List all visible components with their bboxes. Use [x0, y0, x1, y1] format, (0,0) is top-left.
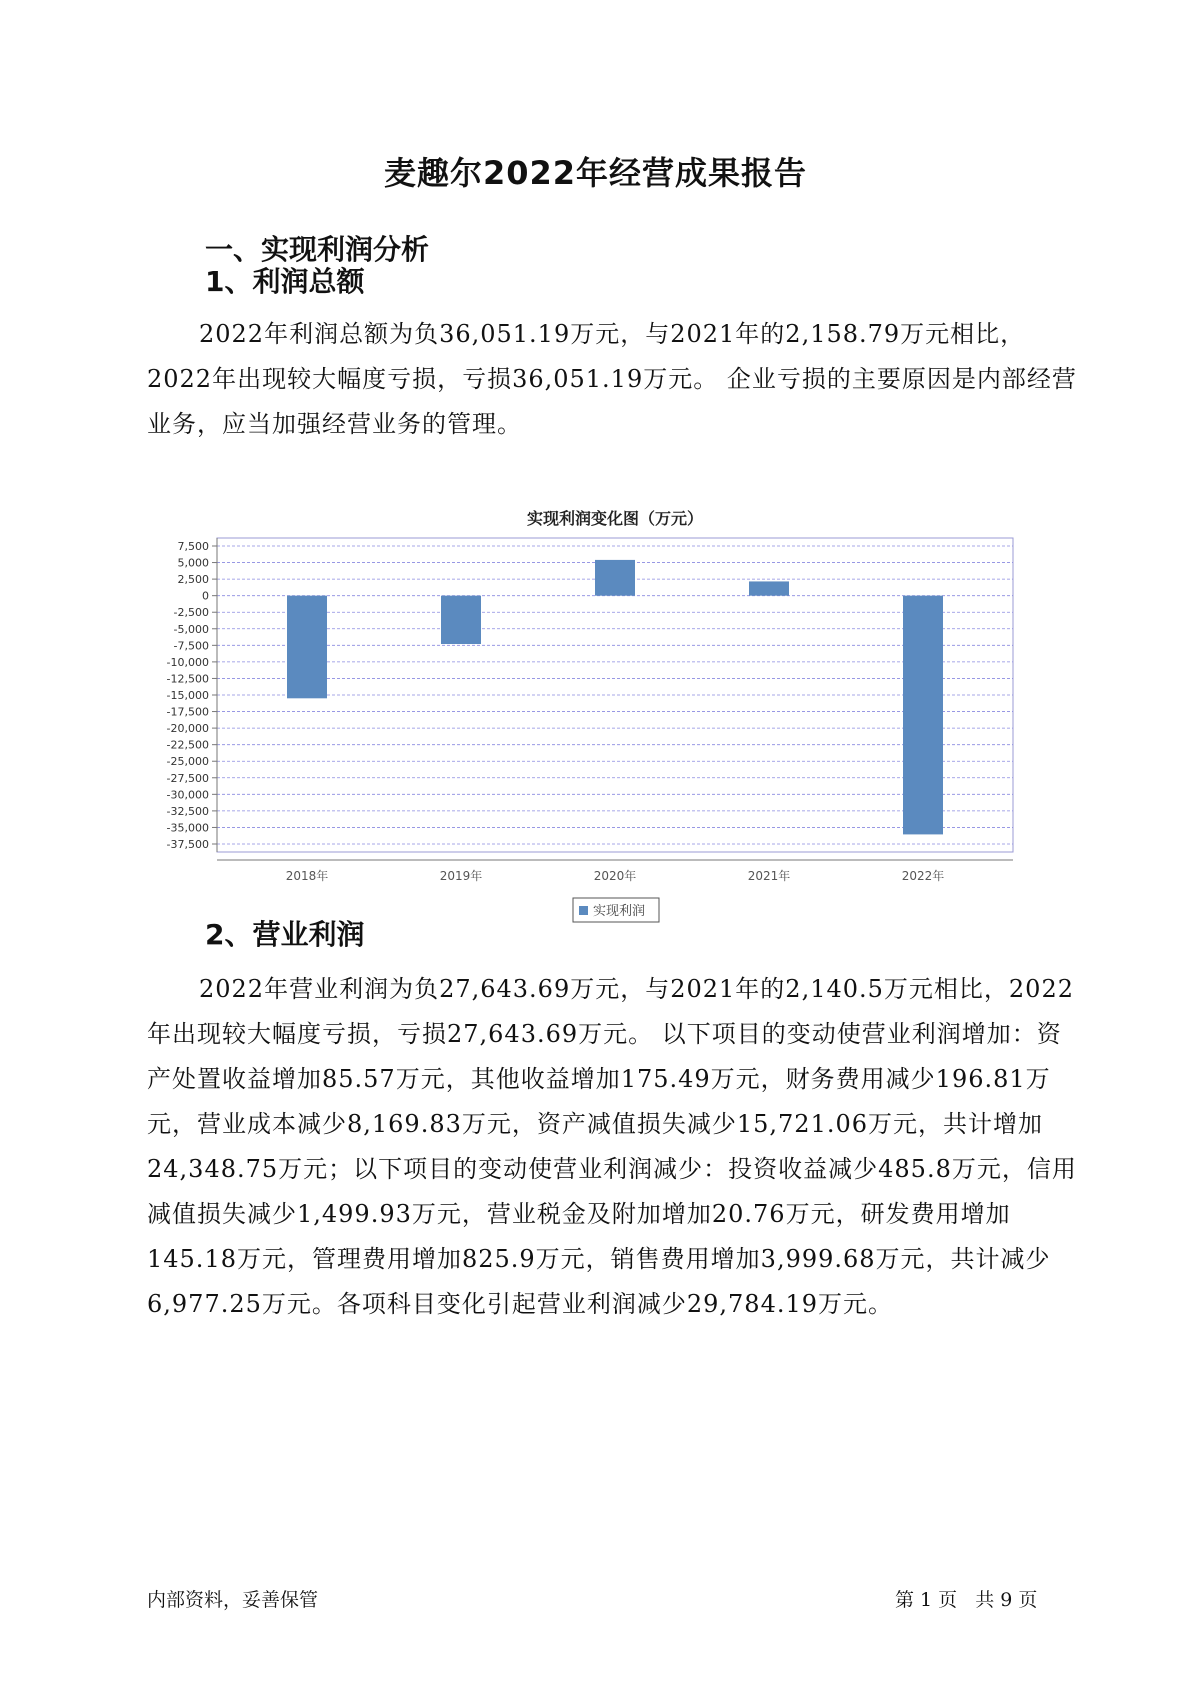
y-tick-label: -25,000: [166, 755, 209, 769]
y-tick-label: -22,500: [166, 738, 209, 752]
legend-swatch: [579, 906, 588, 915]
y-tick-label: 0: [202, 589, 209, 603]
page-title: 麦趣尔2022年经营成果报告: [383, 154, 808, 192]
x-tick-label: 2020年: [593, 869, 637, 883]
page-unit: 页: [938, 1589, 958, 1611]
y-tick-label: -12,500: [166, 672, 209, 686]
page-total-prefix: 共: [975, 1589, 995, 1611]
x-tick-label: 2021年: [747, 869, 791, 883]
page-total-unit: 页: [1018, 1589, 1038, 1611]
subheading-total-profit: 1、利润总额: [205, 265, 365, 298]
footer-confidential-note: 内部资料，妥善保管: [147, 1589, 319, 1611]
y-tick-label: -17,500: [166, 705, 209, 719]
profit-change-chart: [150, 498, 1020, 958]
paragraph-total-profit: 2022年利润总额为负36,051.19万元，与2021年的2,158.79万元相比，2022年出现较大幅度亏损，亏损36,051.19万元。 企业亏损的主要原因是内部经营业务，应当加强经营业务的管理。: [147, 320, 1077, 438]
y-tick-label: 5,000: [177, 556, 209, 570]
page-total: 9: [1000, 1589, 1013, 1611]
y-tick-label: -7,500: [173, 639, 209, 653]
y-tick-label: -37,500: [166, 838, 209, 851]
bar-2019年: [441, 596, 481, 644]
x-tick-label: 2019年: [439, 869, 483, 883]
y-tick-label: -27,500: [166, 771, 209, 785]
y-tick-label: -32,500: [166, 804, 209, 818]
y-tick-label: 7,500: [177, 540, 209, 553]
page-prefix: 第: [895, 1589, 915, 1611]
chart-title: 实现利润变化图（万元）: [526, 509, 704, 528]
y-tick-label: -5,000: [173, 622, 209, 636]
bar-2021年: [749, 581, 789, 595]
profit-chart-svg: [150, 498, 1020, 958]
subheading-operating-profit: 2、营业利润: [205, 918, 365, 951]
x-tick-label: 2018年: [285, 869, 329, 883]
y-tick-label: -30,000: [166, 788, 209, 802]
y-tick-label: -10,000: [166, 655, 209, 669]
bar-2018年: [287, 596, 327, 699]
x-tick-label: 2022年: [901, 869, 945, 883]
y-tick-label: 2,500: [177, 573, 209, 587]
y-tick-label: -2,500: [173, 606, 209, 620]
y-tick-label: -20,000: [166, 722, 209, 736]
y-tick-label: -35,000: [166, 821, 209, 835]
footer-page-number: [895, 1585, 1043, 1612]
section-heading-profit-analysis: 一、实现利润分析: [205, 233, 430, 266]
page-current: 1: [920, 1589, 933, 1611]
legend-label: 实现利润: [593, 904, 646, 919]
y-tick-label: -15,000: [166, 689, 209, 702]
paragraph-operating-profit: 2022年营业利润为负27,643.69万元，与2021年的2,140.5万元相比，2022年出现较大幅度亏损，亏损27,643.69万元。 以下项目的变动使营业利润增加：资产处置收益增加85.57万元，其他收益增加175.49万元，财务费用减少196.81万元，营业成本减少8,169.83万元，资产减值损失减少15,721.06万元，共计增加24,348.75万元；以下项目的变动使营业利润减少：投资收益减少485.8万元，信用减值损失减少1,499.93万元，营业税金及附加增加20.76万元，研发费用增加145.18万元，管理费用增加825.9万元，销售费用增加3,999.68万元，共计减少6,977.25万元。各项科目变化引起营业利润减少29,784.19万元。: [147, 975, 1077, 1318]
bar-2020年: [595, 560, 635, 596]
bar-2022年: [903, 596, 943, 835]
